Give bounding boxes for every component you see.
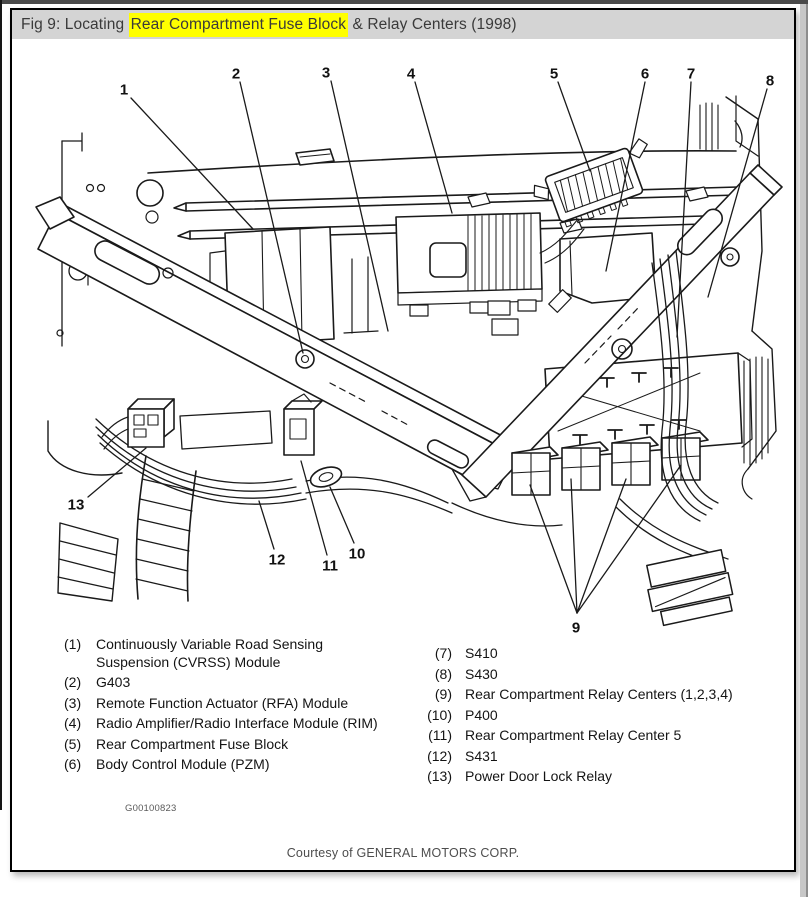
- callout-number-10: 10: [348, 545, 366, 563]
- legend-item-number: (8): [434, 665, 452, 682]
- callout-number-12: 12: [268, 551, 286, 569]
- leader-line-10: [330, 487, 354, 543]
- rear-connector: [643, 549, 736, 627]
- fuse-block-location-diagram: [12, 39, 798, 637]
- legend-item: [64, 715, 394, 733]
- legend-item: [408, 768, 778, 786]
- figure-panel: [10, 8, 796, 872]
- courtesy-line: Courtesy of GENERAL MOTORS CORP.: [286, 846, 520, 860]
- leader-line-12: [259, 501, 274, 549]
- window-left-edge: [0, 0, 2, 810]
- legend-item-label: P400: [465, 706, 498, 723]
- legend-item-label: Power Door Lock Relay: [465, 768, 613, 784]
- window-top-edge: [0, 0, 808, 4]
- leader-line-5: [558, 82, 590, 171]
- legend-item-label: Rear Compartment Relay Center 5: [465, 727, 682, 743]
- legend-item-number: (12): [427, 747, 452, 764]
- legend-item-number: (9): [434, 686, 452, 702]
- legend-item-number: (5): [64, 735, 82, 752]
- legend-item-label: Remote Function Actuator (RFA) Module: [96, 694, 349, 711]
- callout-number-13: 13: [67, 496, 85, 514]
- legend-item: [64, 736, 394, 754]
- title-highlighted-text: Rear Compartment Fuse Block: [129, 13, 348, 37]
- legend-item-label: Continuously Variable Road Sensing Suspension (CVRSS) Module: [96, 636, 323, 670]
- legend-item-number: (2): [64, 674, 82, 690]
- title-prefix: Fig 9: Locating: [21, 15, 129, 33]
- leader-line-13: [88, 448, 146, 497]
- callout-number-8: 8: [765, 72, 775, 90]
- legend-item: [408, 748, 778, 766]
- callout-number-11: 11: [322, 557, 338, 575]
- legend-item-label: Body Control Module (PZM): [96, 756, 270, 772]
- leader-line-7: [677, 82, 691, 337]
- figure-code: G00100823: [125, 803, 177, 814]
- legend-item: [408, 645, 778, 663]
- callout-number-1: 1: [119, 81, 129, 99]
- legend-item: [408, 707, 778, 725]
- callout-number-4: 4: [406, 65, 416, 83]
- callout-number-7: 7: [686, 65, 696, 83]
- leader-line-9: [530, 485, 577, 613]
- leader-line-9: [577, 479, 626, 613]
- figure-title-bar: [12, 10, 794, 39]
- legend-item-label: S430: [465, 665, 498, 682]
- window-right-gutter: [800, 0, 808, 897]
- legend-right-column: [408, 645, 778, 789]
- rim-module: [344, 213, 542, 333]
- connector-cluster: [102, 394, 344, 491]
- legend-item-number: (3): [64, 694, 82, 711]
- callout-number-5: 5: [549, 65, 559, 83]
- legend-item-label: G403: [96, 674, 131, 690]
- legend-item-number: (4): [64, 715, 82, 731]
- legend-item-label: S431: [465, 747, 498, 764]
- callout-number-6: 6: [640, 65, 650, 83]
- legend-item: [64, 674, 394, 692]
- leader-line-1: [131, 98, 253, 229]
- legend-item-number: (11): [428, 727, 452, 743]
- legend-item-number: (10): [427, 706, 452, 723]
- legend-item-number: (7): [434, 645, 452, 661]
- legend-item: [64, 695, 394, 713]
- legend-item-label: Rear Compartment Relay Centers (1,2,3,4): [465, 686, 733, 702]
- legend-item-number: (6): [64, 756, 82, 772]
- leader-line-9: [571, 479, 577, 613]
- legend-item: [408, 666, 778, 684]
- title-suffix: & Relay Centers (1998): [348, 15, 517, 33]
- callout-number-9: 9: [571, 619, 581, 637]
- legend-left-column: [64, 636, 394, 777]
- legend-item: [64, 756, 394, 774]
- legend-item: [408, 727, 778, 745]
- legend-item: [408, 686, 778, 704]
- legend-item: [64, 636, 394, 671]
- legend-item-label: Radio Amplifier/Radio Interface Module (RIM): [96, 715, 378, 731]
- figure-title: [21, 16, 517, 34]
- callout-number-2: 2: [231, 65, 241, 83]
- legend-item-label: Rear Compartment Fuse Block: [96, 735, 289, 752]
- legend-item-label: S410: [465, 645, 498, 661]
- legend-item-number: (13): [427, 768, 452, 784]
- leader-line-4: [415, 82, 452, 213]
- callout-number-3: 3: [321, 64, 331, 82]
- legend-item-number: (1): [64, 636, 82, 652]
